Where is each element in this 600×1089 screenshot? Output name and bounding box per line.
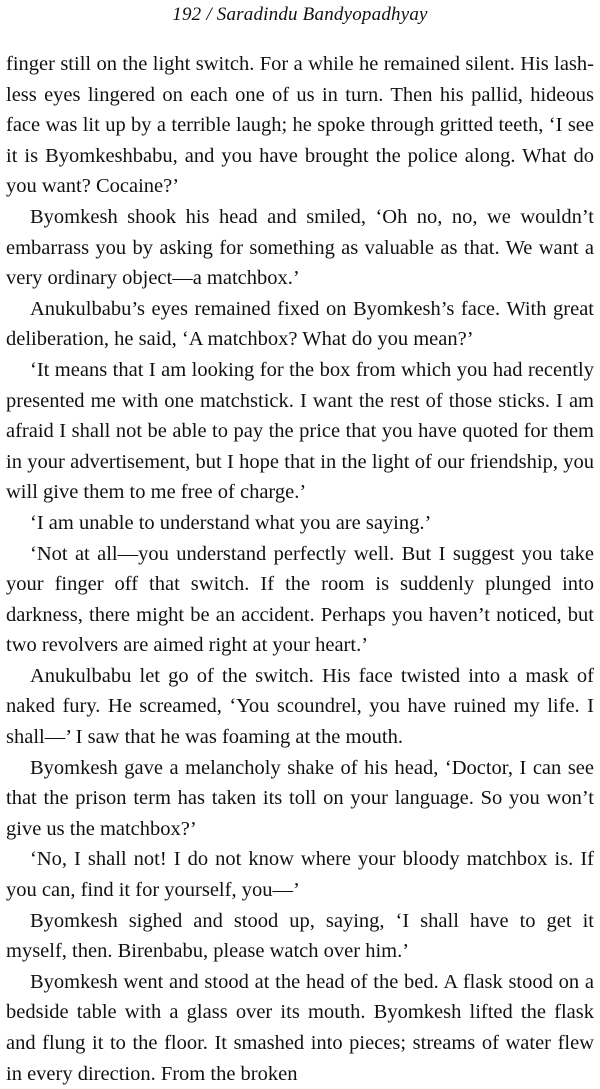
body-text — [6, 49, 594, 1089]
paragraph: finger still on the light switch. For a while he remained silent. His lash-less eyes lingered on each one of us in turn. Then his pallid, hideous face was lit up by a terrible laugh; he spoke through gritted teeth, ‘I see it is Byomkeshbabu, and you have brought the police along. What do you want? Cocaine?’ — [6, 53, 594, 198]
paragraph: Byomkesh sighed and stood up, saying, ‘I shall have to get it myself, then. Birenbabu, please watch over him.’ — [6, 909, 594, 963]
paragraph: ‘I am unable to understand what you are saying.’ — [30, 511, 432, 534]
paragraph: ‘No, I shall not! I do not know where your bloody matchbox is. If you can, find it for yourself, you—’ — [6, 848, 594, 902]
paragraph: Byomkesh went and stood at the head of the bed. A flask stood on a bedside table with a glass over its mouth. Byomkesh lifted the flask and flung it to the floor. It smashed into pieces; streams of water flew in every direction. From the broken — [6, 970, 594, 1085]
paragraph: Byomkesh shook his head and smiled, ‘Oh no, no, we wouldn’t embarrass you by asking for something as valuable as that. We want a very ordinary object—a matchbox.’ — [6, 205, 594, 290]
paragraph: ‘Not at all—you understand perfectly well. But I suggest you take your finger off that switch. If the room is suddenly plunged into darkness, there might be an accident. Perhaps you haven’t noticed, but two revolvers are aimed right at your heart.’ — [6, 542, 594, 657]
paragraph: Anukulbabu’s eyes remained fixed on Byomkesh’s face. With great deliberation, he said, ‘A matchbox? What do you mean?’ — [6, 297, 594, 351]
paragraph: Anukulbabu let go of the switch. His face twisted into a mask of naked fury. He screamed, ‘You scoundrel, you have ruined my life. I shall—’ I saw that he was foaming at the mouth. — [6, 664, 594, 749]
paragraph: ‘It means that I am looking for the box from which you had recently presented me with one matchstick. I want the rest of those sticks. I am afraid I shall not be able to pay the price that you have quoted for them in your advertisement, but I hope that in the light of our friendship, you will give them to me free of charge.’ — [6, 358, 594, 504]
running-head: 192 / Saradindu Bandyopadhyay — [172, 4, 428, 25]
paragraph: Byomkesh gave a melancholy shake of his head, ‘Doctor, I can see that the prison term has taken its toll on your language. So you won’t give us the matchbox?’ — [6, 756, 594, 840]
